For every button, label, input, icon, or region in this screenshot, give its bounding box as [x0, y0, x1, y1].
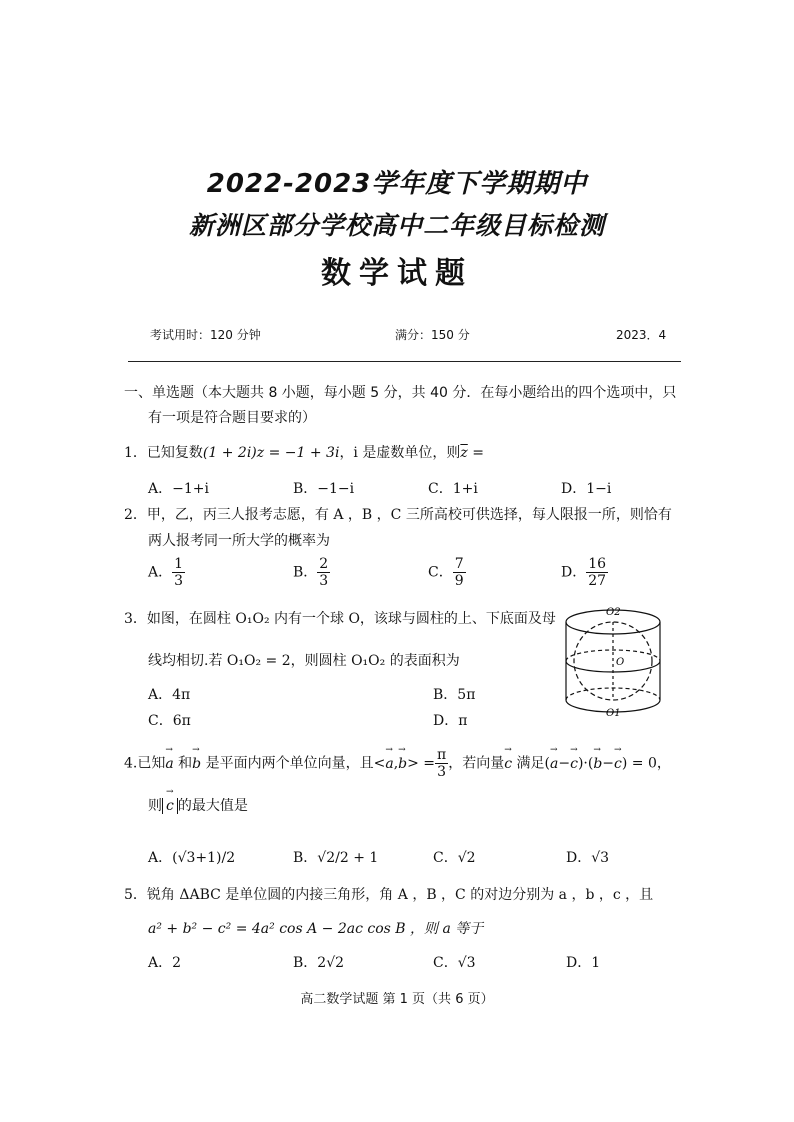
q1-option-a: A．−1+i [148, 481, 209, 497]
question-4: 4.已知→ a 和→ b 是平面内两个单位向量，且<→ a,→ b> = $\frac{\pi}{3}$ ，若向量→ c 满足(→ a−→ c)·(→ b−→ c) = 0， [124, 747, 671, 780]
title-line-2: 新洲区部分学校高中二年级目标检测 [188, 211, 605, 240]
q1-zbar: $\overline{z}$ [460, 445, 468, 461]
q1-mid: ，i 是虚数单位，则 [339, 445, 461, 461]
title-line-1: 2022-2023学年度下学期期中 [206, 169, 588, 199]
q2-line-1: 甲，乙，丙三人报考志愿，有 A ，B ，C 三所高校可供选择，每人限报一所，则恰有 [146, 507, 672, 523]
title-line-3: 数学试题 [321, 256, 473, 291]
q3-option-a: A．4π [148, 687, 191, 703]
q5-option-a: A．2 [148, 955, 182, 971]
q3-option-d: D．π [433, 713, 468, 729]
q1-option-c: C．1+i [428, 481, 478, 497]
figure-label-o1: O1 [606, 708, 621, 719]
q4-line-2: 则 → c 的最大值是 [148, 795, 248, 815]
q4-text-2: 和 [173, 755, 193, 772]
exam-date: 2023．4 [616, 328, 667, 342]
q2-option-b: B． $\frac{2}{3}$ [293, 556, 329, 590]
vector-c: → c [504, 756, 512, 772]
q4-text-1: 已知 [137, 755, 166, 772]
q1-option-b: B．−1−i [293, 481, 355, 497]
question-5 [124, 884, 653, 904]
section-heading-line-2: 有一项是符合题目要求的） [148, 410, 316, 426]
vector-b: → b [192, 756, 201, 772]
q4-option-b: B．√2/2 + 1 [293, 850, 379, 866]
vector-a-2: → a [385, 756, 393, 772]
question-2 [124, 504, 672, 524]
q4-text-7: = 0， [627, 755, 671, 772]
vector-a: → a [165, 756, 173, 772]
q4-text-6: 满足 [512, 755, 545, 772]
q1-number: 1． [124, 445, 147, 461]
full-score: 满分：150 分 [395, 328, 470, 342]
q2-line-2: 两人报考同一所大学的概率为 [148, 533, 330, 549]
q4-text-3: 是平面内两个单位向量，且< [201, 755, 386, 772]
q4-text-4: > = [407, 755, 436, 772]
header-divider [128, 361, 681, 362]
vector-b-2: → b [398, 756, 407, 772]
q3-number: 3． [124, 611, 147, 627]
q5-number: 5． [124, 887, 147, 903]
q3-line-2: 线均相切.若 O₁O₂ = 2，则圆柱 O₁O₂ 的表面积为 [148, 653, 460, 669]
figure-label-o2: O2 [606, 607, 621, 618]
page-footer: 高二数学试题 第 1 页（共 6 页） [300, 992, 494, 1007]
q5-option-d: D．1 [566, 955, 601, 971]
cylinder-sphere-figure [558, 600, 668, 722]
q5-line-1: 锐角 ΔABC 是单位圆的内接三角形，角 A ，B ，C 的对边分别为 a ，b ，c ，且 [146, 887, 654, 903]
q3-option-b: B．5π [433, 687, 476, 703]
pi-over-3: $\frac{\pi}{3}$ [437, 747, 447, 781]
q4-option-a: A．(√3+1)/2 [148, 850, 236, 866]
q2-number: 2． [124, 507, 147, 523]
q2-option-c: C． $\frac{7}{9}$ [428, 556, 464, 590]
q3-line-1: 如图，在圆柱 O₁O₂ 内有一个球 O，该球与圆柱的上、下底面及母 [146, 611, 556, 627]
q1-tail: = [467, 445, 484, 461]
q4-option-d: D．√3 [566, 850, 610, 866]
section-heading-line-1: 一、单选题（本大题共 8 小题，每小题 5 分，共 40 分．在每小题给出的四个选项中，只 [124, 385, 677, 401]
q4-number: 4. [124, 755, 138, 772]
question-3 [124, 608, 556, 628]
figure-label-o: O [616, 657, 625, 668]
q5-option-c: C．√3 [433, 955, 476, 971]
q4-option-c: C．√2 [433, 850, 476, 866]
q5-line-2: a² + b² − c² = 4a² cos A − 2ac cos B ，则 a 等于 [148, 921, 484, 937]
q2-option-a: A． $\frac{1}{3}$ [148, 556, 184, 590]
q1-option-d: D．1−i [561, 481, 612, 497]
q4-text-5: ，若向量 [448, 755, 505, 772]
question-1 [124, 442, 484, 462]
q2-option-d: D． $\frac{16}{27}$ [561, 556, 607, 590]
q5-option-b: B．2√2 [293, 955, 345, 971]
q1-pre: 已知复数 [146, 445, 203, 461]
q1-expr: (1 + 2i)z = −1 + 3i [202, 445, 340, 461]
q3-option-c: C．6π [148, 713, 191, 729]
exam-time: 考试用时：120 分钟 [150, 328, 261, 342]
